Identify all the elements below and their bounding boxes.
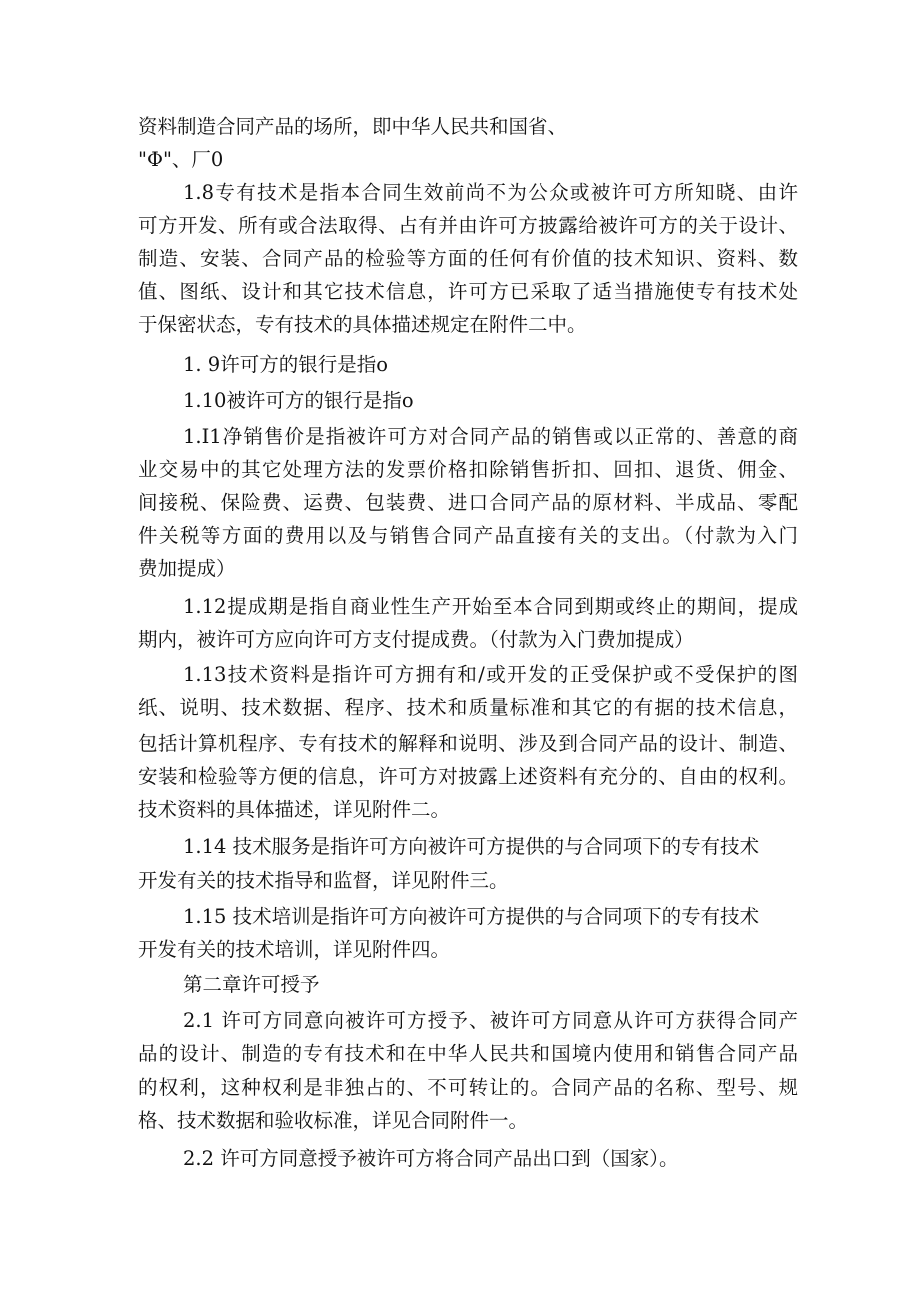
text-line: 费加提成） bbox=[138, 557, 236, 580]
text-line: 1.14 技术服务是指许可方向被许可方提供的与合同项下的专有技术 bbox=[183, 835, 760, 858]
text-line: 件关税等方面的费用以及与销售合同产品直接有关的支出。（付款为入门 bbox=[138, 524, 798, 547]
chapter-heading: 第二章许可授予 bbox=[183, 973, 320, 996]
text-line: 2.1 许可方同意向被许可方授予、被许可方同意从许可方获得合同产 bbox=[183, 1009, 798, 1032]
text-line: 业交易中的其它处理方法的发票价格扣除销售折扣、回扣、退货、佣金、 bbox=[138, 458, 798, 481]
text-line: 安装和检验等方便的信息，许可方对披露上述资料有充分的、自由的权利。 bbox=[138, 765, 798, 788]
text-line: 包括计算机程序、专有技术的解释和说明、涉及到合同产品的设计、制造、 bbox=[138, 732, 798, 755]
text-line: 的权利，这种权利是非独占的、不可转让的。合同产品的名称、型号、规 bbox=[138, 1076, 798, 1099]
text-line: 可方开发、所有或合法取得、占有并由许可方披露给被许可方的关于设计、 bbox=[138, 214, 798, 237]
text-line: 1.13技术资料是指许可方拥有和/或开发的正受保护或不受保护的图 bbox=[183, 663, 798, 686]
text-line: 值、图纸、设计和其它技术信息，许可方已采取了适当措施使专有技术处 bbox=[138, 280, 798, 303]
text-line: 格、技术数据和验收标准，详见合同附件一。 bbox=[138, 1109, 529, 1132]
text-line: 技术资料的具体描述，详见附件二。 bbox=[138, 798, 451, 821]
text-line: 品的设计、制造的专有技术和在中华人民共和国境内使用和销售合同产品 bbox=[138, 1042, 798, 1065]
text-line: 于保密状态，专有技术的具体描述规定在附件二中。 bbox=[138, 313, 587, 336]
text-line: 1. 9许可方的银行是指o bbox=[183, 353, 388, 376]
text-line: "Φ"、厂0 bbox=[138, 148, 224, 171]
text-line: 资料制造合同产品的场所，即中华人民共和国省、 bbox=[138, 115, 568, 138]
text-line: 1.I1净销售价是指被许可方对合同产品的销售或以正常的、善意的商 bbox=[183, 425, 798, 448]
text-line: 2.2 许可方同意授予被许可方将合同产品出口到（国家）。 bbox=[183, 1147, 679, 1170]
text-line: 1.15 技术培训是指许可方向被许可方提供的与合同项下的专有技术 bbox=[183, 905, 760, 928]
text-line: 开发有关的技术指导和监督，详见附件三。 bbox=[138, 869, 509, 892]
text-line: 间接税、保险费、运费、包装费、进口合同产品的原材料、半成品、零配 bbox=[138, 491, 798, 514]
text-line: 纸、说明、技术数据、程序、技术和质量标准和其它的有据的技术信息， bbox=[138, 696, 798, 719]
text-line: 开发有关的技术培训，详见附件四。 bbox=[138, 938, 451, 961]
text-line: 1.10被许可方的银行是指o bbox=[183, 389, 414, 412]
text-line: 1.12提成期是指自商业性生产开始至本合同到期或终止的期间，提成 bbox=[183, 595, 798, 618]
text-line: 期内，被许可方应向许可方支付提成费。（付款为入门费加提成） bbox=[138, 628, 694, 651]
text-line: 制造、安装、合同产品的检验等方面的任何有价值的技术知识、资料、数 bbox=[138, 247, 798, 270]
text-line: 1.8专有技术是指本合同生效前尚不为公众或被许可方所知晓、由许 bbox=[183, 181, 798, 204]
